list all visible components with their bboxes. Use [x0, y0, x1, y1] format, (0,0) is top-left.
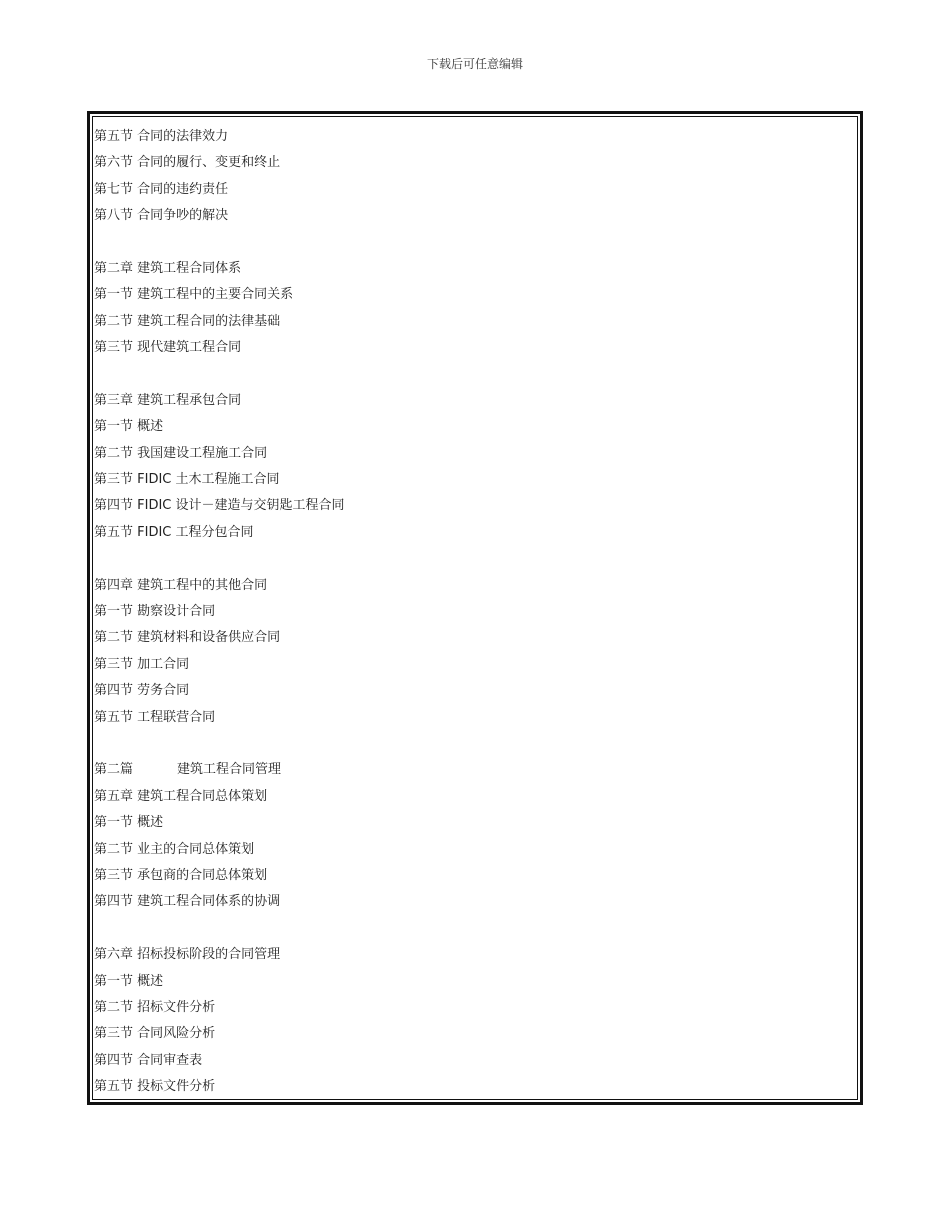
toc-line: 第四节 FIDIC 设计－建造与交钥匙工程合同 — [94, 498, 345, 514]
toc-line: 第一节 概述 — [94, 815, 164, 831]
toc-blank-line — [94, 731, 794, 757]
toc-blank-line — [94, 230, 794, 256]
toc-line: 第一节 建筑工程中的主要合同关系 — [94, 287, 294, 303]
toc-line: 第一节 概述 — [94, 973, 164, 989]
toc-line: 第五节 工程联营合同 — [94, 709, 216, 725]
toc-line: 第五节 合同的法律效力 — [94, 129, 229, 144]
part-heading — [94, 757, 794, 783]
toc-line: 第六节 合同的履行、变更和终止 — [94, 155, 281, 171]
toc-line: 第七节 合同的违约责任 — [94, 181, 229, 197]
toc-line: 第八节 合同争吵的解决 — [94, 208, 229, 224]
toc-line: 第五节 投标文件分析 — [94, 1079, 216, 1095]
toc-line: 第四章 建筑工程中的其他合同 — [94, 577, 268, 593]
toc-line: 第三节 现代建筑工程合同 — [94, 340, 242, 356]
toc-line: 第四节 劳务合同 — [94, 683, 190, 699]
toc-line: 第三节 FIDIC 土木工程施工合同 — [94, 472, 280, 488]
toc-line: 第一节 勘察设计合同 — [94, 604, 216, 620]
toc-line: 第二章 建筑工程合同体系 — [94, 260, 242, 276]
toc-line: 第四节 建筑工程合同体系的协调 — [94, 894, 281, 910]
toc-blank-line — [94, 362, 794, 388]
toc-line: 第六章 招标投标阶段的合同管理 — [94, 947, 281, 963]
toc-line: 第二节 我国建设工程施工合同 — [94, 445, 268, 461]
page-header: 下载后可任意编辑 — [426, 57, 523, 71]
toc-line: 第二节 业主的合同总体策划 — [94, 841, 255, 857]
toc-line: 第一节 概述 — [94, 419, 164, 435]
toc-blank-line — [94, 546, 794, 572]
toc-line: 第二节 招标文件分析 — [94, 999, 216, 1015]
toc-blank-line — [94, 916, 794, 942]
part-label: 第二篇 — [94, 762, 134, 778]
toc-line: 第三节 承包商的合同总体策划 — [94, 867, 268, 883]
toc-line: 第四节 合同审查表 — [94, 1052, 203, 1068]
toc-line: 第五章 建筑工程合同总体策划 — [94, 788, 268, 804]
toc-line: 第三节 合同风险分析 — [94, 1026, 216, 1042]
toc-line: 第三节 加工合同 — [94, 656, 190, 672]
table-of-contents — [94, 124, 794, 1100]
toc-line: 第二节 建筑工程合同的法律基础 — [94, 313, 281, 329]
toc-line: 第三章 建筑工程承包合同 — [94, 392, 242, 408]
part-title: 建筑工程合同管理 — [177, 762, 282, 778]
toc-line: 第二节 建筑材料和设备供应合同 — [94, 630, 281, 646]
toc-line: 第五节 FIDIC 工程分包合同 — [94, 524, 254, 540]
